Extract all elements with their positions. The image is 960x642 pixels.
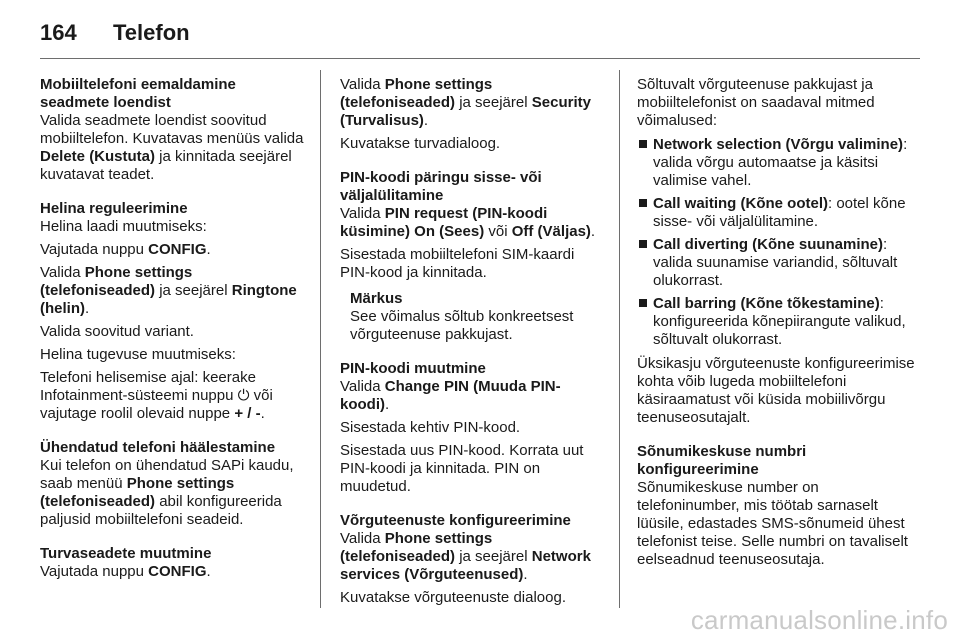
button-term: CONFIG <box>148 563 207 580</box>
text: Valida <box>340 205 385 222</box>
section-change-pin <box>340 360 608 496</box>
text: Valida seadmete loendist soovitud mobiiltelefon. Kuvatavas menüüs valida <box>40 112 304 147</box>
list-item <box>637 236 922 290</box>
options-list <box>637 136 922 349</box>
section-security-settings <box>40 545 308 581</box>
menu-term: Network services (Võrguteenused) <box>340 548 591 583</box>
paragraph <box>40 563 308 581</box>
section-heading: Ühendatud telefoni häälestamine <box>40 439 276 456</box>
menu-term: Delete (Kustuta) <box>40 148 156 165</box>
menu-term: Phone settings (telefoniseaded) <box>340 76 493 111</box>
text: või <box>484 223 512 240</box>
column-divider <box>320 70 321 608</box>
note-text: See võimalus sõltub konkreetsest võrguteenuse pakkujast. <box>350 308 574 343</box>
paragraph <box>340 530 608 584</box>
paragraph <box>340 205 608 241</box>
text: Valida <box>40 264 85 281</box>
text: või vajutage roolil olevaid nuppe <box>40 387 273 422</box>
text: : konfigureerida kõnepiirangute valikud, sõltuvalt olukorrast. <box>653 295 906 348</box>
paragraph: Üksikasju võrguteenuste konfigureerimise kohta võib lugeda mobiiltelefoni käsiraamatust või küsida mobiilivõrgu teenuseosutajalt. <box>637 355 915 426</box>
paragraph: Helina tugevuse muutmiseks: <box>40 346 236 363</box>
watermark: carmanualsonline.info <box>690 605 948 635</box>
section-heading: Turvaseadete muutmine <box>40 545 212 562</box>
paragraph: Sõnumikeskuse number on telefoninumber, mis töötab sarnaselt lüüsile, edastades SMS-sõnumeid ühest telefonist teise. Selle numbri on tavaliselt eelseadnud teenuseosutaja. <box>637 479 908 568</box>
paragraph <box>40 264 308 318</box>
text: : ootel kõne sisse- või väljalülitamine. <box>653 195 906 230</box>
text: . <box>85 300 90 317</box>
text: . <box>260 405 265 422</box>
page-header <box>40 18 920 58</box>
text: abil konfigureerida paljusid mobiiltelefoni seadeid. <box>40 493 282 528</box>
section-heading: Sõnumikeskuse numbri konfigureerimine <box>637 443 807 478</box>
text: : valida võrgu automaatse ja käsitsi valimise vahel. <box>653 136 908 189</box>
menu-term: Change PIN (Muuda PIN-koodi) <box>340 378 561 413</box>
menu-term: Call diverting (Kõne suunamine) <box>653 236 884 253</box>
button-term: CONFIG <box>148 241 207 258</box>
paragraph <box>40 241 308 259</box>
page-number: 164 <box>40 20 77 45</box>
menu-term: Network selection (Võrgu valimine) <box>653 136 904 153</box>
paragraph: Helina laadi muutmiseks: <box>40 218 207 235</box>
text: ja seejärel <box>455 94 532 111</box>
bullet-square-icon <box>639 299 647 307</box>
text: . <box>523 566 528 583</box>
section-network-services <box>340 512 608 607</box>
menu-term: Phone settings (telefoniseaded) <box>340 530 493 565</box>
paragraph: Valida soovitud variant. <box>40 323 194 340</box>
menu-term: Call waiting (Kõne ootel) <box>653 195 828 212</box>
text: . <box>385 396 390 413</box>
section-network-options <box>637 76 922 427</box>
section-pin-request <box>340 169 608 344</box>
section-message-center <box>637 443 922 569</box>
menu-term: Call barring (Kõne tõkestamine) <box>653 295 880 312</box>
text: . <box>590 223 596 240</box>
paragraph: Kuvatakse võrguteenuste dialoog. <box>340 589 566 606</box>
text: Telefoni helisemise ajal: keerake Infotainment-süsteemi nuppu <box>40 369 256 404</box>
section-remove-phone <box>40 76 308 184</box>
text: Kui telefon on ühendatud SAPi kaudu, saab menüü <box>40 457 294 492</box>
text: . <box>423 112 429 129</box>
paragraph <box>340 378 608 414</box>
text: ja seejärel <box>155 282 232 299</box>
header-rule <box>40 58 920 59</box>
column-2 <box>340 76 608 623</box>
section-heading: PIN-koodi muutmine <box>340 360 486 377</box>
paragraph: Sisestada uus PIN-kood. Korrata uut PIN-koodi ja kinnitada. PIN on muudetud. <box>340 442 584 495</box>
text: : valida suunamise variandid, sõltuvalt olukorrast. <box>653 236 898 289</box>
menu-term: Phone settings (telefoniseaded) <box>40 264 193 299</box>
note-title: Märkus <box>350 290 403 307</box>
section-security-continued <box>340 76 608 153</box>
list-item <box>637 295 922 349</box>
column-divider <box>619 70 620 608</box>
paragraph: Sõltuvalt võrguteenuse pakkujast ja mobiiltelefonist on saadaval mitmed võimalused: <box>637 76 875 129</box>
text: ja kinnitada seejärel kuvatavat teadet. <box>40 148 292 183</box>
note-box <box>340 290 608 344</box>
section-connected-phone-setup <box>40 439 308 529</box>
paragraph <box>40 369 308 423</box>
text: ja seejärel <box>455 548 532 565</box>
button-term: + / - <box>234 405 261 422</box>
text: Valida <box>340 378 385 395</box>
menu-term: Phone settings (telefoniseaded) <box>40 475 235 510</box>
section-heading: Võrguteenuste konfigureerimine <box>340 512 571 529</box>
bullet-square-icon <box>639 199 647 207</box>
paragraph: Sisestada kehtiv PIN-kood. <box>340 419 521 436</box>
menu-term: PIN request (PIN-koodi küsimine) On (Sees) <box>340 205 548 240</box>
text: Vajutada nuppu <box>40 563 149 580</box>
paragraph <box>40 457 308 529</box>
section-heading: PIN-koodi päringu sisse- või väljalülitamine <box>340 169 542 204</box>
column-1 <box>40 76 308 597</box>
text: . <box>206 563 211 580</box>
section-heading: Mobiiltelefoni eemaldamine seadmete loendist <box>40 76 236 111</box>
text: Vajutada nuppu <box>40 241 149 258</box>
paragraph: Kuvatakse turvadialoog. <box>340 135 501 152</box>
column-3 <box>637 76 922 585</box>
section-heading: Helina reguleerimine <box>40 200 188 217</box>
bullet-square-icon <box>639 140 647 148</box>
text: . <box>206 241 211 258</box>
list-item <box>637 195 922 231</box>
page-title: Telefon <box>113 20 190 45</box>
paragraph: Sisestada mobiiltelefoni SIM-kaardi PIN-kood ja kinnitada. <box>340 246 575 281</box>
text: Valida <box>340 530 385 547</box>
list-item <box>637 136 922 190</box>
bullet-square-icon <box>639 240 647 248</box>
power-knob-icon: ⏻ <box>237 387 250 404</box>
paragraph <box>40 112 308 184</box>
menu-term: Ringtone (helin) <box>40 282 297 317</box>
text: Valida <box>340 76 385 93</box>
menu-term: Security (Turvalisus) <box>340 94 591 129</box>
section-ringtone <box>40 200 308 423</box>
menu-term: Off (Väljas) <box>511 223 591 240</box>
paragraph <box>340 76 608 130</box>
